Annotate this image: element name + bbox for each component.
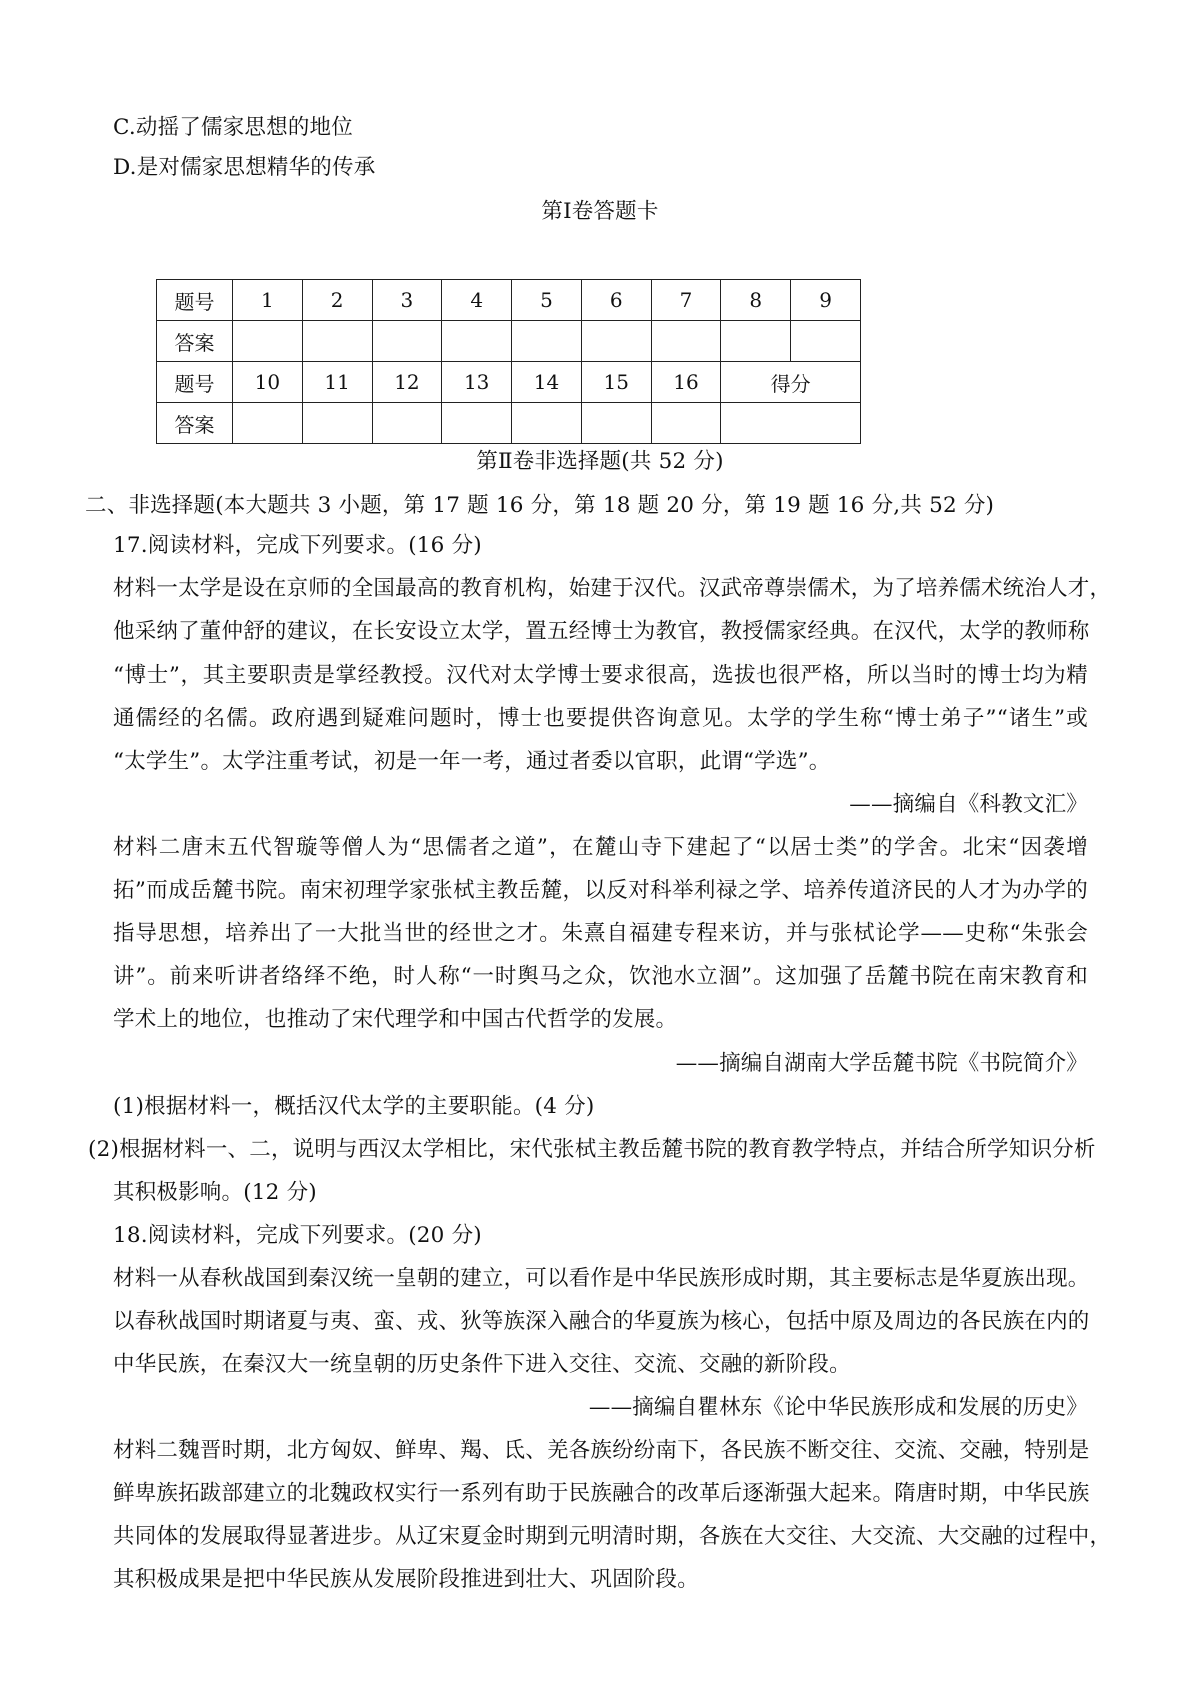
question-number: 9 [791,280,861,321]
option-d: D.是对儒家思想精华的传承 [113,155,376,180]
answer-label: 答案 [157,403,233,444]
answer-cell[interactable] [581,403,651,444]
question-number: 2 [302,280,372,321]
answer-cell[interactable] [302,403,372,444]
answer-cell[interactable] [581,321,651,362]
q17-source2: ——摘编自湖南大学岳麓书院《书院简介》 [675,1051,1088,1076]
question-number: 12 [372,362,442,403]
answer-cell[interactable] [442,403,512,444]
q17-material1-line: 他采纳了董仲舒的建议，在长安设立太学，置五经博士为教官，教授儒家经典。在汉代，太学的教师称 [113,619,1090,644]
number-label: 题号 [157,362,233,403]
question-number: 14 [512,362,582,403]
score-cell[interactable] [721,403,861,444]
answer-cell[interactable] [372,321,442,362]
answer-cell[interactable] [512,403,582,444]
question-number: 3 [372,280,442,321]
q18-material2-line: 材料二魏晋时期，北方匈奴、鲜卑、羯、氐、羌各族纷纷南下，各民族不断交往、交流、交融，特别是 [113,1438,1090,1463]
question-number: 11 [302,362,372,403]
option-c: C.动摇了儒家思想的地位 [113,115,353,140]
q17-prompt: 17.阅读材料，完成下列要求。(16 分) [113,533,482,558]
answer-cell[interactable] [651,321,721,362]
answer-card-title: 第Ⅰ卷答题卡 [541,199,659,224]
score-label: 得分 [721,362,861,403]
q17-material1-line: 材料一太学是设在京师的全国最高的教育机构，始建于汉代。汉武帝尊崇儒术，为了培养儒术统治人才， [113,576,1112,601]
q18-source1: ——摘编自瞿林东《论中华民族形成和发展的历史》 [588,1395,1088,1420]
question-number: 5 [512,280,582,321]
answer-cell[interactable] [791,321,861,362]
q17-material2-line: 拓”而成岳麓书院。南宋初理学家张栻主教岳麓，以反对科举利禄之学、培养传道济民的人才为办学的 [113,878,1088,903]
answer-card-row [157,321,861,362]
question-number: 16 [651,362,721,403]
answer-cell[interactable] [233,321,303,362]
question-number: 8 [721,280,791,321]
answer-card-row [157,280,861,321]
answer-card-row [157,403,861,444]
q17-source1: ——摘编自《科教文汇》 [849,792,1088,817]
answer-card-table [156,279,861,444]
q18-material1-line: 以春秋战国时期诸夏与夷、蛮、戎、狄等族深入融合的华夏族为核心，包括中原及周边的各民族在内的 [113,1309,1090,1334]
answer-cell[interactable] [651,403,721,444]
question-number: 15 [581,362,651,403]
question-number: 1 [233,280,303,321]
question-number: 13 [442,362,512,403]
answer-card-row [157,362,861,403]
q18-material1-line: 中华民族，在秦汉大一统皇朝的历史条件下进入交往、交流、交融的新阶段。 [113,1352,851,1377]
q17-material2-line: 指导思想，培养出了一大批当世的经世之才。朱熹自福建专程来访，并与张栻论学——史称“朱张会 [113,921,1088,946]
q17-material1-line: “博士”，其主要职责是掌经教授。汉代对太学博士要求很高，选拔也很严格，所以当时的博士均为精 [113,663,1088,688]
section-heading: 二、非选择题(本大题共 3 小题，第 17 题 16 分，第 18 题 20 分，第 19 题 16 分,共 52 分) [85,493,995,518]
q18-material1-line: 材料一从春秋战国到秦汉统一皇朝的建立，可以看作是中华民族形成时期，其主要标志是华夏族出现。 [113,1266,1090,1291]
q18-material2-line: 共同体的发展取得显著进步。从辽宋夏金时期到元明清时期，各族在大交往、大交流、大交融的过程中， [113,1524,1112,1549]
q17-material1-line: “太学生”。太学注重考试，初是一年一考，通过者委以官职，此谓“学选”。 [113,749,831,774]
q17-material2-line: 讲”。前来听讲者络绎不绝，时人称“一时舆马之众，饮池水立涸”。这加强了岳麓书院在南宋教育和 [113,964,1088,989]
answer-cell[interactable] [512,321,582,362]
q18-material2-line: 鲜卑族拓跋部建立的北魏政权实行一系列有助于民族融合的改革后逐渐强大起来。隋唐时期，中华民族 [113,1481,1090,1506]
answer-cell[interactable] [233,403,303,444]
q17-material2-line: 材料二唐末五代智璇等僧人为“思儒者之道”，在麓山寺下建起了“以居士类”的学舍。北宋“因袭增 [113,835,1088,860]
part2-title: 第Ⅱ卷非选择题(共 52 分) [476,449,724,474]
question-number: 10 [233,362,303,403]
answer-label: 答案 [157,321,233,362]
q17-sub2-line: 其积极影响。(12 分) [113,1180,317,1205]
answer-cell[interactable] [721,321,791,362]
answer-cell[interactable] [442,321,512,362]
q17-sub1: (1)根据材料一，概括汉代太学的主要职能。(4 分) [113,1094,595,1119]
question-number: 6 [581,280,651,321]
question-number: 4 [442,280,512,321]
q18-prompt: 18.阅读材料，完成下列要求。(20 分) [113,1223,482,1248]
answer-cell[interactable] [302,321,372,362]
q17-sub2-line: (2)根据材料一、二，说明与西汉太学相比，宋代张栻主教岳麓书院的教育教学特点，并结合所学知识分析 [88,1137,1096,1162]
question-number: 7 [651,280,721,321]
q18-material2-line: 其积极成果是把中华民族从发展阶段推进到壮大、巩固阶段。 [113,1567,699,1592]
q17-material1-line: 通儒经的名儒。政府遇到疑难问题时，博士也要提供咨询意见。太学的学生称“博士弟子”“诸生”或 [113,706,1088,731]
answer-cell[interactable] [372,403,442,444]
number-label: 题号 [157,280,233,321]
q17-material2-line: 学术上的地位，也推动了宋代理学和中国古代哲学的发展。 [113,1007,678,1032]
